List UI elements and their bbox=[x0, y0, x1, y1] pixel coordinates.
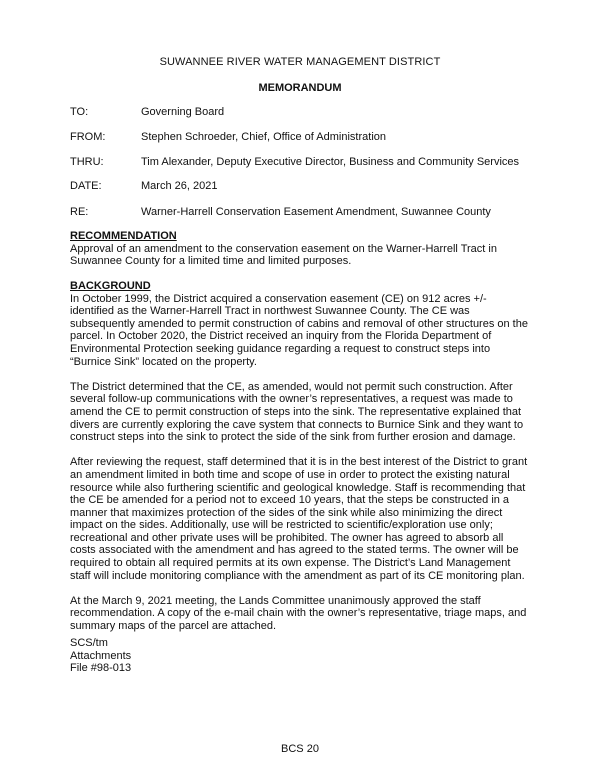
memo-field-label: THRU: bbox=[70, 156, 104, 168]
memo-field-value: Governing Board bbox=[141, 106, 225, 118]
memo-field-label: DATE: bbox=[70, 180, 102, 192]
author-initials: SCS/tm bbox=[70, 637, 108, 649]
memo-field-label: FROM: bbox=[70, 131, 106, 143]
background-heading: BACKGROUND bbox=[70, 280, 151, 292]
page-label: BCS 20 bbox=[281, 743, 319, 755]
file-number: File #98-013 bbox=[70, 662, 132, 675]
memo-field-value: Tim Alexander, Deputy Executive Director, Business and Community Services bbox=[141, 156, 520, 168]
background-paragraph-2: The District determined that the CE, as amended, would not permit such construction. After several follow-up communications with the owner’s representatives, a request was made to amend the CE to permit construction of steps into the sink. The representative explained that divers are currently exploring the cave system that connects to Burnice Sink and they want to construct steps into the sink to protect the side of the sink from further erosion and damage. bbox=[70, 380, 524, 444]
recommendation-heading: RECOMMENDATION bbox=[70, 230, 177, 242]
recommendation-section bbox=[70, 230, 530, 268]
memo-field-value: March 26, 2021 bbox=[141, 180, 218, 192]
memo-field-label: RE: bbox=[70, 206, 89, 218]
background-section bbox=[70, 280, 530, 633]
attachments-note: Attachments bbox=[70, 649, 132, 662]
memo-field-value: Stephen Schroeder, Chief, Office of Administration bbox=[141, 131, 386, 143]
closing-block bbox=[70, 637, 131, 675]
memo-field-label: TO: bbox=[70, 106, 89, 118]
memo-field-value: Warner-Harrell Conservation Easement Amendment, Suwannee County bbox=[141, 206, 491, 218]
document-title: MEMORANDUM bbox=[258, 82, 342, 94]
background-paragraph-3: After reviewing the request, staff determined that it is in the best interest of the District to grant an amendment limited in both time and scope of use in order to protect the existing natural resource while also furthering scientific and geological knowledge. Staff is recommending that the CE be amended for a period not to exceed 10 years, that the steps be constructed in a manner that maximizes protection of the sides of the sink while also minimizing the direct impact on the sides. Additionally, use will be restricted to scientific/exploration use only; recreational and other private uses will be prohibited. The owner has agreed to absorb all costs associated with the amendment and has agreed to the stated terms. The owner will be required to obtain all required permits at its own expense. The District’s Land Management staff will include monitoring compliance with the amendment as part of its CE monitoring plan. bbox=[70, 456, 528, 582]
background-paragraph-1: In October 1999, the District acquired a conservation easement (CE) on 912 acres +/- identified as the Warner-Harrell Tract in northwest Suwannee County. The CE was subsequently amended to permit construction of cabins and removal of other structures on the parcel. In October 2020, the District received an inquiry from the Florida Department of Environmental Protection seeking guidance regarding a request to construct steps into “Burnice Sink” located on the property. bbox=[70, 292, 528, 368]
recommendation-text: Approval of an amendment to the conservation easement on the Warner-Harrell Tract in Suwannee County for a limited time and limited purposes. bbox=[70, 242, 497, 268]
agency-name: SUWANNEE RIVER WATER MANAGEMENT DISTRICT bbox=[159, 56, 441, 68]
background-paragraph-4: At the March 9, 2021 meeting, the Lands Committee unanimously approved the staff recommendation. A copy of the e-mail chain with the owner’s representative, triage maps, and summary maps of the parcel are attached. bbox=[70, 594, 527, 633]
